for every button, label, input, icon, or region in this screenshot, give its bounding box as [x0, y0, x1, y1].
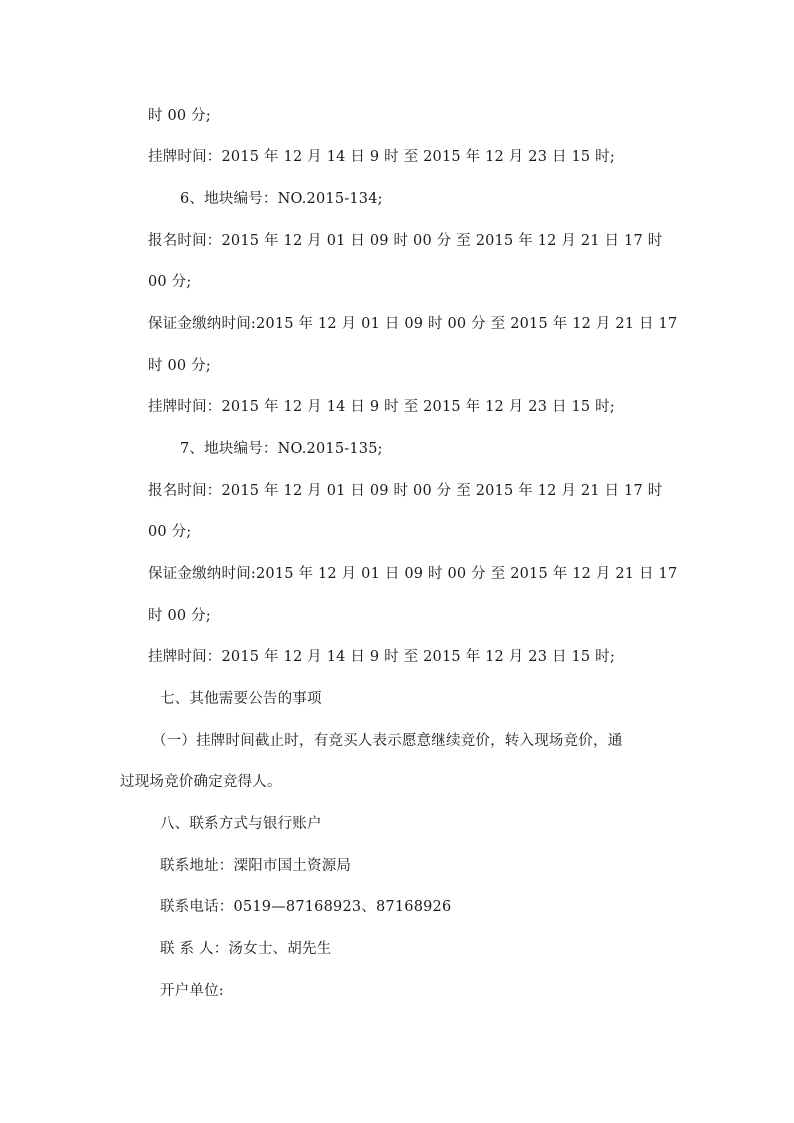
text-line: 挂牌时间：2015 年 12 月 14 日 9 时 至 2015 年 12 月 23 日 15 时; — [148, 649, 615, 665]
text-line: 报名时间：2015 年 12 月 01 日 09 时 00 分 至 2015 年 12 月 21 日 17 时 — [148, 483, 663, 499]
section-heading: 七、其他需要公告的事项 — [160, 691, 322, 707]
text-line: 联系电话：0519—87168923、87168926 — [160, 899, 452, 915]
text-line: 00 分; — [148, 524, 192, 540]
text-line: 开户单位: — [160, 983, 224, 999]
text-line: 时 00 分; — [148, 358, 211, 374]
text-line: 7、地块编号：NO.2015-135; — [180, 441, 383, 457]
text-line: 报名时间：2015 年 12 月 01 日 09 时 00 分 至 2015 年 12 月 21 日 17 时 — [148, 233, 663, 249]
text-line: 联 系 人：汤女士、胡先生 — [160, 941, 332, 957]
text-line: 保证金缴纳时间:2015 年 12 月 01 日 09 时 00 分 至 2015 年 12 月 21 日 17 — [148, 316, 678, 332]
text-line: 联系地址：溧阳市国土资源局 — [160, 858, 352, 874]
text-line: 保证金缴纳时间:2015 年 12 月 01 日 09 时 00 分 至 2015 年 12 月 21 日 17 — [148, 566, 678, 582]
text-line: 时 00 分; — [148, 108, 211, 124]
text-line: 挂牌时间：2015 年 12 月 14 日 9 时 至 2015 年 12 月 23 日 15 时; — [148, 149, 615, 165]
text-line: 过现场竞价确定竞得人。 — [120, 774, 282, 790]
text-line: 6、地块编号：NO.2015-134; — [180, 191, 383, 207]
text-line: 时 00 分; — [148, 608, 211, 624]
text-line: （一）挂牌时间截止时，有竞买人表示愿意继续竞价，转入现场竞价，通 — [152, 733, 623, 749]
text-line: 00 分; — [148, 274, 192, 290]
text-line: 挂牌时间：2015 年 12 月 14 日 9 时 至 2015 年 12 月 23 日 15 时; — [148, 399, 615, 415]
section-heading: 八、联系方式与银行账户 — [160, 816, 322, 832]
